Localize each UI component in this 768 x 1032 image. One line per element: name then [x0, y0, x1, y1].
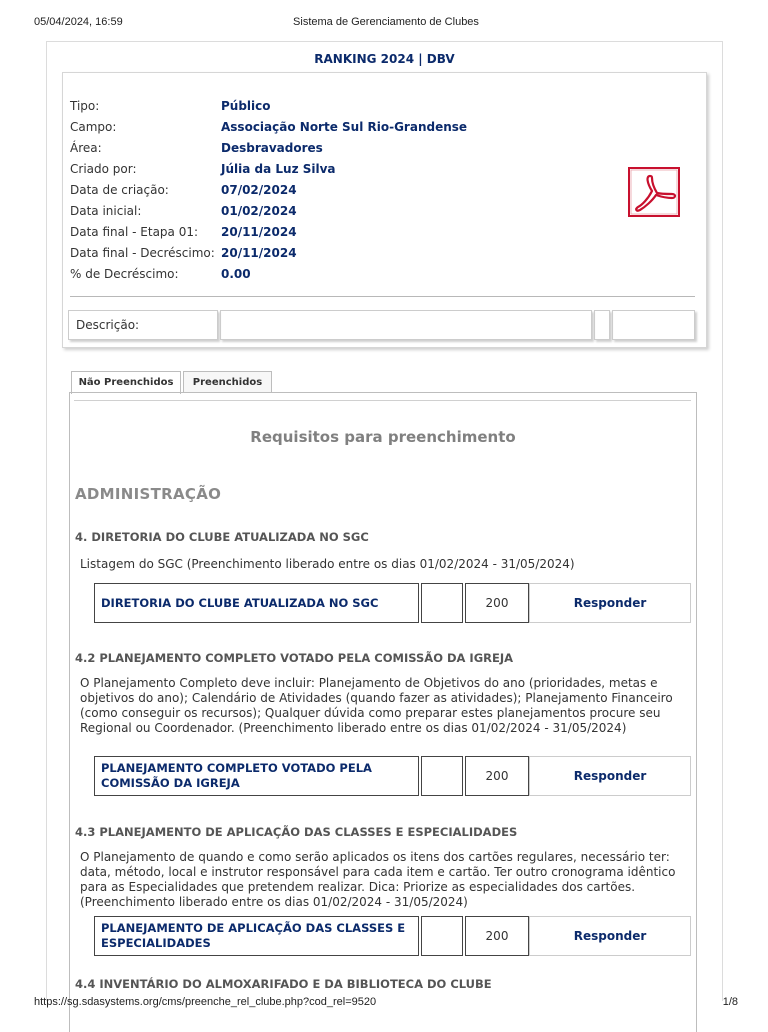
info-label: Data de criação: — [70, 183, 169, 197]
item-description: Listagem do SGC (Preenchimento liberado entre os dias 01/02/2024 - 31/05/2024) — [80, 557, 575, 571]
item-points: 200 — [465, 583, 529, 623]
item-name: PLANEJAMENTO DE APLICAÇÃO DAS CLASSES E ESPECIALIDADES — [101, 921, 406, 950]
info-label: Campo: — [70, 120, 117, 134]
info-value: 07/02/2024 — [221, 183, 297, 197]
page-title: RANKING 2024 | DBV — [314, 52, 455, 66]
requirements-title: Requisitos para preenchimento — [250, 428, 516, 446]
info-panel — [62, 72, 707, 348]
item-name-cell — [94, 756, 419, 796]
item-points: 200 — [465, 916, 529, 956]
item-status-cell — [421, 916, 463, 956]
info-value: Júlia da Luz Silva — [221, 162, 336, 176]
info-value: Desbravadores — [221, 141, 323, 155]
item-name: DIRETORIA DO CLUBE ATUALIZADA NO SGC — [101, 595, 379, 610]
print-header — [34, 16, 738, 32]
print-page-number: 1/8 — [722, 996, 738, 1008]
item-description: O Planejamento Completo deve incluir: Planejamento de Objetivos do ano (prioridades, metas e objetivos do ano); Calendário de Atividades (quando fazer as atividades); Planejamento Financeiro (como conseguir os recursos); Qualquer dúvida como preparar estes planejamentos procure seu Regional ou Coordenador. (Preenchimento liberado entre os dias 01/02/2024 - 31/05/2024) — [80, 676, 673, 735]
description-end-cell — [612, 310, 695, 340]
print-footer — [34, 996, 738, 1012]
info-value: Público — [221, 99, 271, 113]
info-label: Data inicial: — [70, 204, 142, 218]
info-value: Associação Norte Sul Rio-Grandense — [221, 120, 468, 134]
info-label: Data final - Etapa 01: — [70, 225, 199, 239]
item-status-cell — [421, 756, 463, 796]
print-doc-title: Sistema de Gerenciamento de Clubes — [293, 16, 479, 28]
item-heading: 4. DIRETORIA DO CLUBE ATUALIZADA NO SGC — [75, 530, 369, 544]
panel-divider — [74, 400, 691, 401]
respond-button[interactable]: Responder — [529, 583, 691, 623]
item-name: PLANEJAMENTO COMPLETO VOTADO PELA COMISSÃO DA IGREJA — [101, 761, 372, 790]
info-value: 01/02/2024 — [221, 204, 297, 218]
item-status-cell — [421, 583, 463, 623]
description-value — [220, 310, 592, 340]
description-label: Descrição: — [68, 310, 218, 340]
info-label: % de Decréscimo: — [70, 267, 179, 281]
item-heading: 4.4 INVENTÁRIO DO ALMOXARIFADO E DA BIBLIOTECA DO CLUBE — [75, 977, 492, 991]
item-heading: 4.3 PLANEJAMENTO DE APLICAÇÃO DAS CLASSES E ESPECIALIDADES — [75, 825, 518, 839]
info-value: 20/11/2024 — [221, 225, 297, 239]
respond-button[interactable]: Responder — [529, 756, 691, 796]
info-label: Data final - Decréscimo: — [70, 246, 215, 260]
description-spacer-cell — [594, 310, 610, 340]
print-url: https://sg.sdasystems.org/cms/preenche_rel_clube.php?cod_rel=9520 — [34, 996, 377, 1008]
respond-button[interactable]: Responder — [529, 916, 691, 956]
item-points: 200 — [465, 756, 529, 796]
pdf-icon[interactable] — [628, 167, 680, 217]
tab-nao-preenchidos[interactable]: Não Preenchidos — [71, 371, 181, 394]
info-divider — [70, 296, 695, 297]
tab-preenchidos[interactable]: Preenchidos — [183, 371, 272, 393]
item-heading: 4.2 PLANEJAMENTO COMPLETO VOTADO PELA COMISSÃO DA IGREJA — [75, 651, 514, 665]
info-label: Criado por: — [70, 162, 137, 176]
item-name-cell — [94, 916, 419, 956]
info-label: Área: — [70, 141, 102, 155]
info-label: Tipo: — [70, 99, 100, 113]
item-name-cell — [94, 583, 419, 623]
print-datetime: 05/04/2024, 16:59 — [34, 16, 123, 28]
info-value: 20/11/2024 — [221, 246, 297, 260]
section-title: ADMINISTRAÇÃO — [75, 485, 222, 503]
item-description: O Planejamento de quando e como serão aplicados os itens dos cartões regulares, necessário ter: data, método, local e instrutor responsável para cada item e cartão. Ter outro cronograma idêntico para as Especialidades que pretendem realizar. Dica: Priorize as especialidades dos cartões. (Preenchimento liberado entre os dias 01/02/2024 - 31/05/2024) — [80, 850, 676, 909]
info-value: 0.00 — [221, 267, 251, 281]
